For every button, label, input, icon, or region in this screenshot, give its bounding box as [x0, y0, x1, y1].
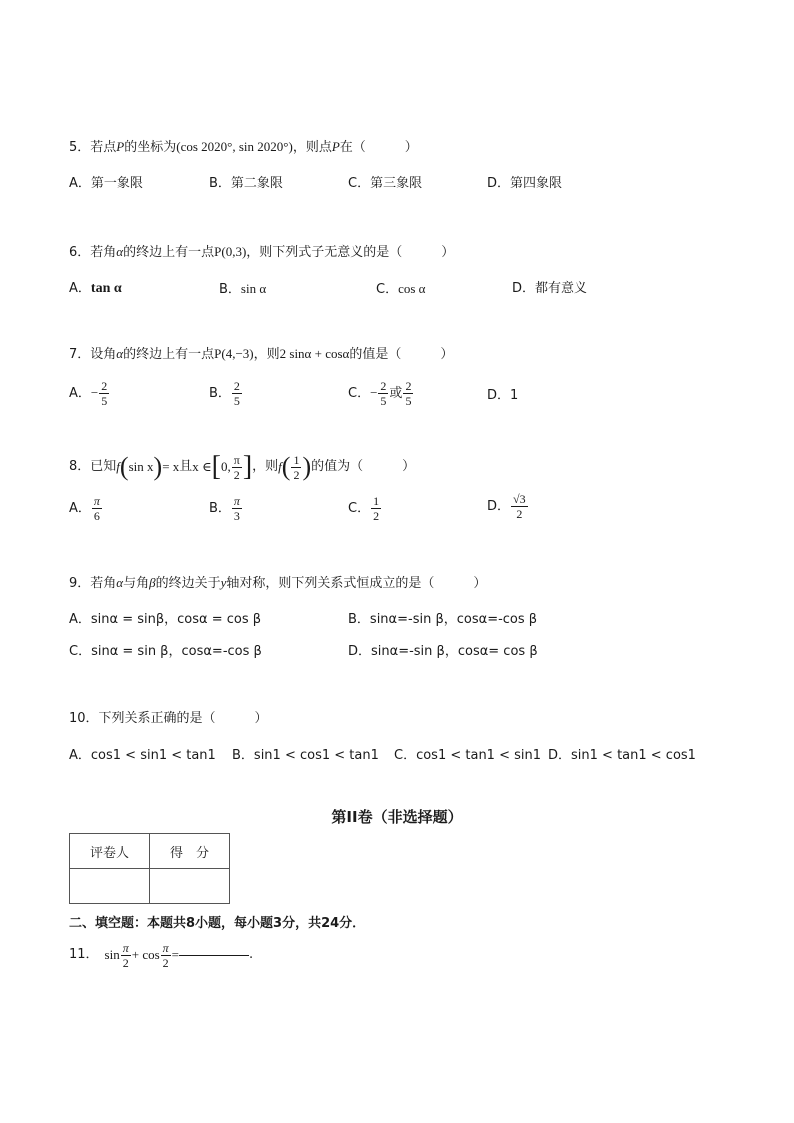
question-number: 10． [69, 711, 99, 726]
q9-option-d: D．sinα=-sin β，cosα= cos β [348, 644, 538, 659]
score-table [69, 833, 230, 904]
q5-option-b: B．第二象限 [209, 176, 283, 191]
fraction: $\frac{2}{5}$ [233, 379, 240, 408]
fraction: $\frac{2}{5}$ [101, 379, 108, 408]
q10-option-a: A．cos1 < sin1 < tan1 [69, 748, 216, 763]
question-10: 10．下列关系正确的是（ ） [69, 711, 268, 726]
fraction: $\frac{1}{2}$ [373, 494, 380, 523]
question-number: 6． [69, 245, 91, 260]
q6-option-d: D．都有意义 [512, 281, 588, 296]
q8-option-c: C． $\frac{1}{2}$ [348, 494, 380, 523]
question-5: 5．若点P的坐标为(cos 2020°, sin 2020°)，则点P在（ ） [69, 139, 418, 155]
question-number: 7． [69, 347, 91, 362]
fraction: $\frac{√3}{2}$ [513, 492, 526, 521]
question-number: 11． [69, 947, 99, 962]
q10-option-c: C．cos1 < tan1 < sin1 [394, 748, 542, 763]
question-6: 6．若角α的终边上有一点P(0,3)，则下列式子无意义的是（ ） [69, 244, 455, 260]
fraction: $\frac{\pi}{2}$ [122, 940, 129, 970]
answer-blank[interactable] [179, 954, 249, 956]
q7-option-b: B． $\frac{2}{5}$ [209, 379, 240, 408]
q7-option-d: D．1 [487, 388, 519, 403]
score-cell [150, 869, 230, 904]
fraction: $\frac{1}{2}$ [293, 452, 300, 482]
fraction: $\frac{2}{5}$ [380, 379, 387, 408]
question-number: 8． [69, 459, 91, 474]
q5-option-a: A．第一象限 [69, 176, 143, 191]
q6-option-c: C．cos α [376, 281, 426, 297]
q9-option-c: C．sinα = sin β，cosα=-cos β [69, 644, 262, 659]
q10-option-b: B．sin1 < cos1 < tan1 [232, 748, 379, 763]
q9-option-b: B．sinα=-sin β，cosα=-cos β [348, 612, 538, 627]
score-header: 得 分 [150, 834, 230, 869]
question-11: 11． sin $\frac{\pi}{2}$ + cos $\frac{\pi}{2}$ = . [69, 940, 254, 970]
question-number: 5． [69, 140, 91, 155]
section-heading: 二、填空题：本题共8小题，每小题3分，共24分． [69, 916, 366, 931]
coordinate-expression: (cos 2020°, sin 2020°) [176, 139, 293, 154]
q10-option-d: D．sin1 < tan1 < cos1 [548, 748, 696, 763]
question-7: 7．设角α的终边上有一点P(4,−3)，则2 sinα + cosα的值是（ ） [69, 346, 454, 362]
fraction: $\frac{2}{5}$ [405, 379, 412, 408]
question-8: 8． 已知 f ( sin x ) = x 且 x ∈ [ 0, $\frac{\pi}{2}$ ] ，则 f ( $\frac{1}{2}$ ) 的值为（ ） [69, 451, 416, 482]
fraction: $\frac{\pi}{3}$ [233, 494, 240, 523]
q6-option-b: B．sin α [219, 281, 267, 297]
q5-option-c: C．第三象限 [348, 176, 423, 191]
section-title: 第II卷（非选择题） [331, 808, 463, 826]
q9-option-a: A．sinα = sinβ，cosα = cos β [69, 612, 262, 627]
q8-option-a: A． $\frac{\pi}{6}$ [69, 494, 100, 523]
question-number: 9． [69, 576, 91, 591]
q8-option-b: B． $\frac{\pi}{3}$ [209, 494, 240, 523]
q7-option-c: C．− $\frac{2}{5}$ 或 $\frac{2}{5}$ [348, 379, 412, 408]
q8-option-d: D． $\frac{√3}{2}$ [487, 492, 526, 521]
q5-option-d: D．第四象限 [487, 176, 563, 191]
question-9: 9．若角α与角β的终边关于y轴对称，则下列关系式恒成立的是（ ） [69, 575, 487, 591]
fraction: $\frac{\pi}{2}$ [233, 452, 240, 482]
fraction: $\frac{\pi}{6}$ [93, 494, 100, 523]
grader-cell [70, 869, 150, 904]
q7-option-a: A．− $\frac{2}{5}$ [69, 379, 108, 408]
grader-header: 评卷人 [70, 834, 150, 869]
fraction: $\frac{\pi}{2}$ [162, 940, 169, 970]
q6-option-a: A．tan α [69, 281, 122, 296]
